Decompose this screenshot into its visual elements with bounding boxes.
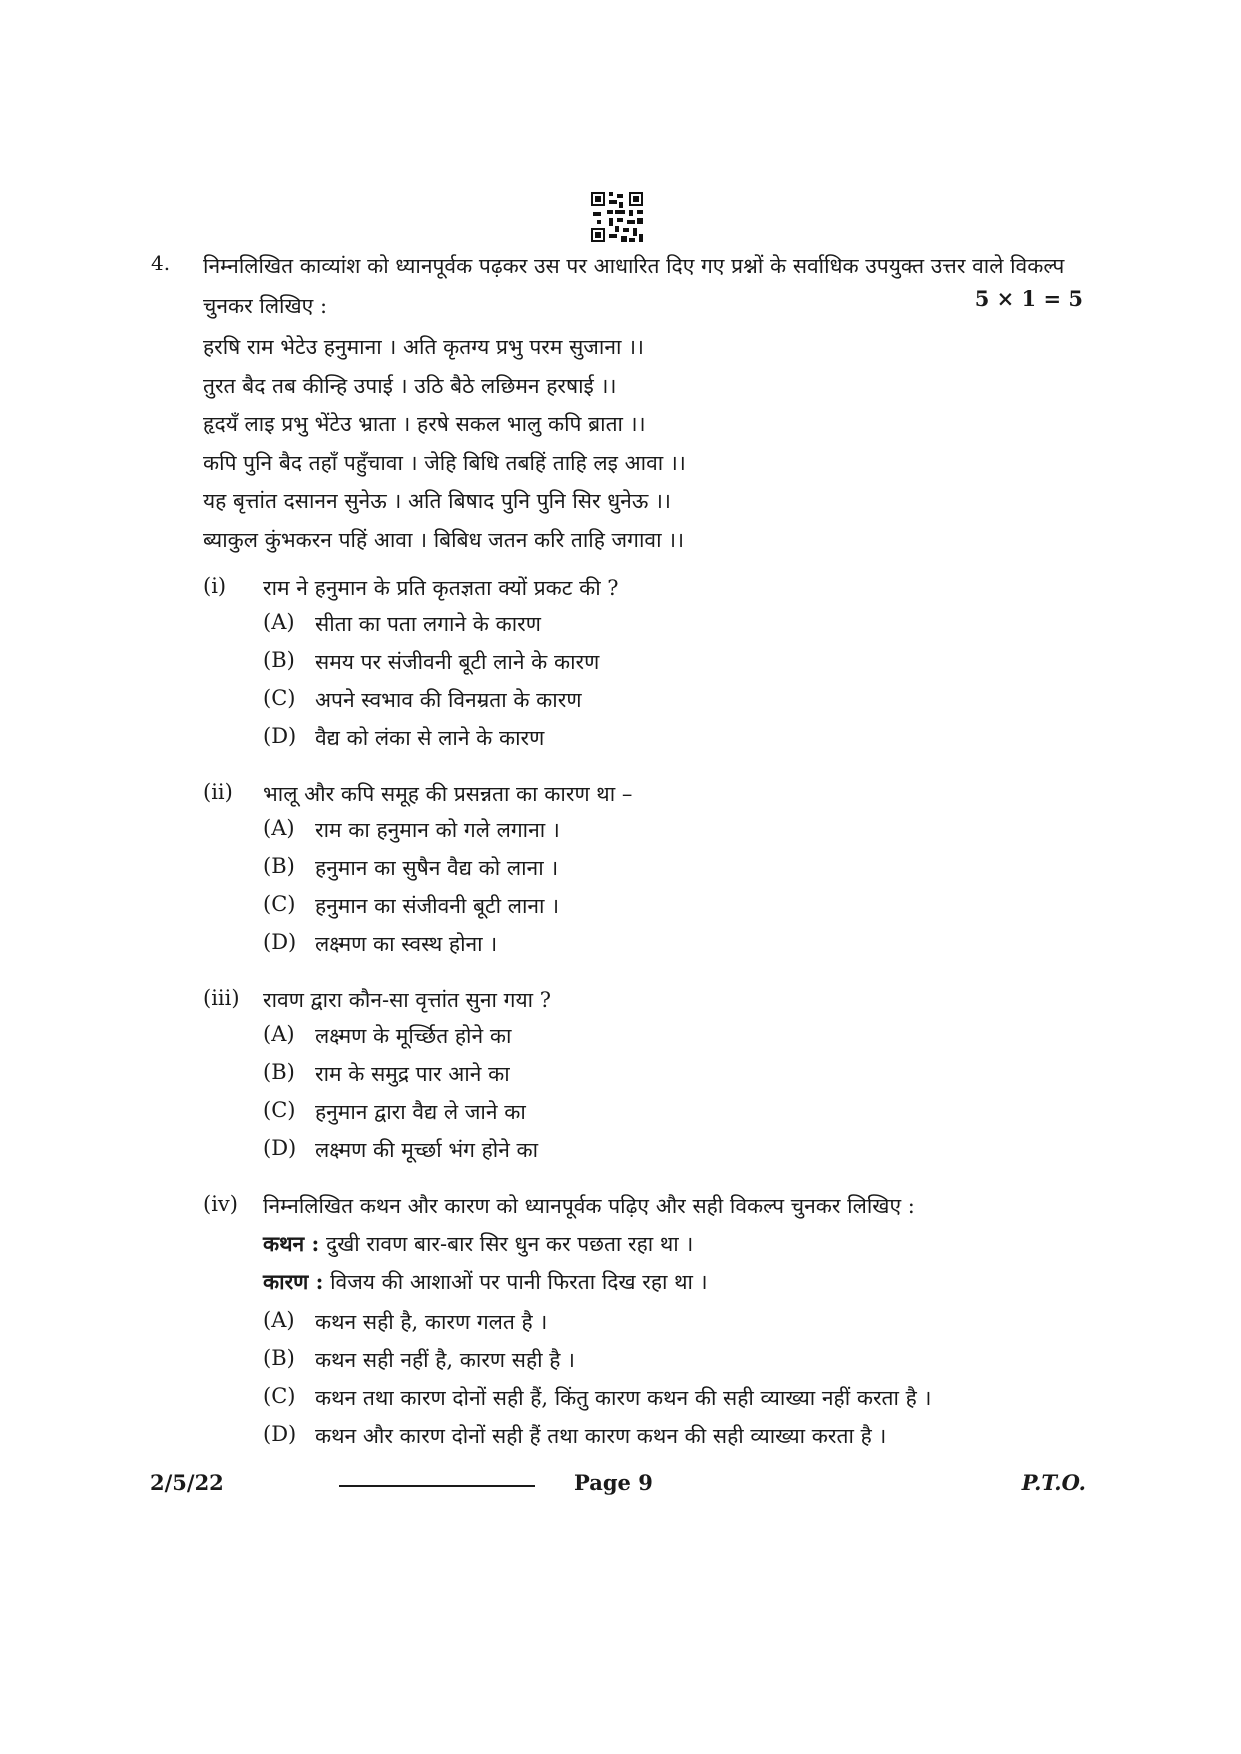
option-label: (B) [263,1346,295,1370]
option-text: हनुमान का संजीवनी बूटी लाना । [315,894,560,918]
karan-label: कारण : [263,1269,324,1294]
footer-divider [339,1485,535,1487]
option-label: (C) [263,686,296,710]
subquestion-label: (iii) [203,986,240,1010]
option-label: (A) [263,1022,295,1046]
option-label: (B) [263,1060,295,1084]
kathan-line [263,1230,693,1258]
option-text: हनुमान द्वारा वैद्य ले जाने का [315,1100,526,1124]
subquestion-text: राम ने हनुमान के प्रति कृतज्ञता क्यों प्रकट की ? [263,576,619,600]
question-number: 4. [151,251,171,275]
option-label: (A) [263,610,295,634]
option-label: (C) [263,892,296,916]
option-text: कथन सही नहीं है, कारण सही है । [315,1348,576,1372]
option-label: (D) [263,1136,297,1160]
poem-line: ब्याकुल कुंभकरन पहिं आवा । बिबिध जतन करि ताहि जगावा ।। [203,527,685,552]
option-text: सीता का पता लगाने के कारण [315,612,541,636]
subquestion-text: निम्नलिखित कथन और कारण को ध्यानपूर्वक पढ़िए और सही विकल्प चुनकर लिखिए : [263,1194,915,1218]
option-text: लक्ष्मण के मूर्च्छित होने का [315,1024,512,1048]
subquestion-text: भालू और कपि समूह की प्रसन्नता का कारण था – [263,782,633,806]
option-label: (B) [263,854,295,878]
option-label: (B) [263,648,295,672]
option-label: (A) [263,1308,295,1332]
poem-line: कपि पुनि बैद तहाँ पहुँचावा । जेहि बिधि तबहिं ताहि लइ आवा ।। [203,450,686,475]
kathan-text: दुखी रावण बार-बार सिर धुन कर पछता रहा था । [325,1232,694,1256]
poem-line: यह बृत्तांत दसानन सुनेऊ । अति बिषाद पुनि पुनि सिर धुनेऊ ।। [203,489,671,513]
subquestion-text: रावण द्वारा कौन-सा वृत्तांत सुना गया ? [263,988,552,1012]
option-text: राम के समुद्र पार आने का [315,1062,510,1086]
option-label: (D) [263,724,297,748]
option-text: कथन और कारण दोनों सही हैं तथा कारण कथन की सही व्याख्या करता है । [315,1424,887,1448]
option-label: (D) [263,1422,297,1446]
option-text: समय पर संजीवनी बूटी लाने के कारण [315,650,600,674]
option-text: लक्ष्मण की मूर्च्छा भंग होने का [315,1138,539,1162]
kathan-label: कथन : [263,1231,320,1256]
subquestion-label: (iv) [203,1192,238,1216]
qr-code [591,192,643,242]
option-text: अपने स्वभाव की विनम्रता के कारण [315,688,582,712]
option-text: हनुमान का सुषैन वैद्य को लाना । [315,856,559,880]
question-instruction: निम्नलिखित काव्यांश को ध्यानपूर्वक पढ़कर उस पर आधारित दिए गए प्रश्नों के सर्वाधिक उपयुक्त उत्तर वाले विकल्प चुनकर लिखिए : [203,254,1065,318]
karan-text: विजय की आशाओं पर पानी फिरता दिख रहा था । [330,1270,708,1294]
option-label: (D) [263,930,297,954]
option-text: वैद्य को लंका से लाने के कारण [315,726,545,750]
poem-line: हृदयँ लाइ प्रभु भेंटेउ भ्राता । हरषे सकल भालु कपि ब्राता ।। [203,412,646,436]
poem-block [203,328,686,559]
option-text: कथन सही है, कारण गलत है । [315,1310,548,1334]
karan-line [263,1268,708,1296]
option-label: (C) [263,1098,296,1122]
paper-code: 2/5/22 [150,1470,224,1495]
option-text: राम का हनुमान को गले लगाना । [315,818,560,842]
option-text: कथन तथा कारण दोनों सही हैं, किंतु कारण कथन की सही व्याख्या नहीं करता है । [315,1386,932,1410]
pto-label: P.T.O. [1021,1470,1086,1495]
option-text: लक्ष्मण का स्वस्थ होना । [315,932,498,956]
page-number: Page 9 [574,1470,653,1495]
subquestion-label: (ii) [203,780,233,804]
poem-line: हरषि राम भेटेउ हनुमाना । अति कृतग्य प्रभु परम सुजाना ।। [203,335,645,359]
poem-line: तुरत बैद तब कीन्हि उपाई । उठि बैठे लछिमन हरषाई ।। [203,373,617,398]
subquestion-label: (i) [203,574,227,598]
option-label: (A) [263,816,295,840]
marks-label: 5 × 1 = 5 [974,286,1083,311]
option-label: (C) [263,1384,296,1408]
